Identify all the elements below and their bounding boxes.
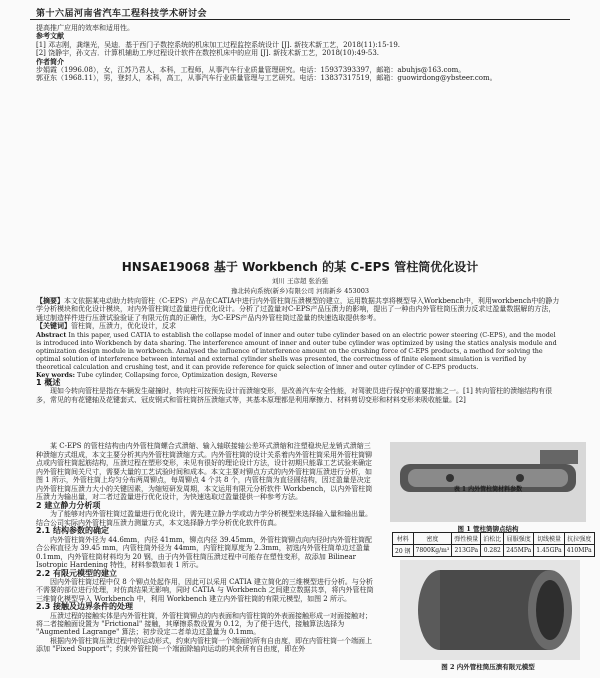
ref-heading: 参考文献 <box>36 31 64 41</box>
paper-id: HNSAE19068 <box>121 260 210 274</box>
material-table <box>392 532 595 557</box>
section-2-1-title: 2.1 结构参数的确定 <box>36 526 109 535</box>
table-cell: 0.282 <box>481 545 504 557</box>
left-column <box>36 442 376 536</box>
tail-text: 提高推广应用的效率和适用性。 <box>36 24 134 32</box>
figure-2-caption: 图 2 内外管柱筒压溃有限元模型 <box>441 663 535 671</box>
paper-title <box>0 258 600 275</box>
paper-affiliation: 豫北转向系统(新乡)有限公司 河南新乡 453003 <box>230 287 370 295</box>
previous-article-tail <box>36 24 562 83</box>
table-header-cell: 材料 <box>393 533 414 545</box>
table-header-cell: 密度 <box>413 533 452 545</box>
running-header: 第十六届河南省汽车工程科技学术研讨会 <box>36 9 208 19</box>
section-2-1-para: 内外管柱筒外径为 44.6mm，内径 41mm，铆点内径 39.45mm，外管柱筒铆点向内径时内外管柱筒配合公称直径为 39.45 mm，内管柱筒外径为 44mm，内管柱筒厚度为 2.3mm，初选内外管柱筒单边过盈量 0.1mm，内外管柱筒材料均为 20 钢，由于内外管柱筒压溃过程中可能存在塑性变形，故添加 Bilinear Isotropic Hardening 特性，材料参数如表 1 所示。 <box>36 536 373 570</box>
table-cell: 1.45GPa <box>534 545 565 557</box>
figure-1-image <box>390 442 586 522</box>
table-header-cell: 屈服强度 <box>504 533 534 545</box>
figure-2-image <box>400 560 580 660</box>
section-2-title: 2 建立静力分析项 <box>36 500 101 510</box>
table-cell: 410MPa <box>564 545 594 557</box>
author-heading: 作者简介 <box>36 56 64 66</box>
paper-authors: 刘川 王彦超 张治强 <box>271 277 329 285</box>
table-row <box>393 545 595 557</box>
table-header-cell: 抗拉强度 <box>564 533 594 545</box>
ref-item: [2] 饶静宇，孙文吉．计算机辅助工序过程设计软件在数控机床中的应用 [J]. 新技术新工艺，2018(10):49-53. <box>36 49 380 58</box>
table-cell: 245MPa <box>504 545 534 557</box>
table-cell: 7800Kg/m³ <box>413 545 452 557</box>
section-1-title: 1 概述 <box>36 378 61 388</box>
table-header-cell: 切线模量 <box>534 533 565 545</box>
abstract-cn: 【摘要】本文依据某电动助力转向管柱（C-EPS）产品在CATIA中进行内外管柱筒压溃模型的建立，运用数据共享将模型导入Workbench中，利用workbench中的静力学分析模块和优化设计模块，对内外管柱筒过盈量进行优化设计。分析了过盈量对C-EPS产品压溃力的影响，提出了一种由内外管柱筒压溃力反求过盈量数据解的方法，通过制造样件进行压溃试验验证了有限元仿真的正确性，为C-EPS产品内外管柱筒过盈量的快速选取提供参考。 <box>36 296 560 322</box>
section-2-2-title: 2.2 有限元模型的建立 <box>36 568 117 578</box>
section-2-para: 为了能够对内外管柱筒过盈量进行优化设计，需先建立静力学或动力学分析模型来选择输入量和输出量。结合公司实际内外管柱筒压溃力测量方式，本文选择静力学分析优化软件仿真。 <box>36 510 372 527</box>
table-header-cell: 弹性模量 <box>452 533 481 545</box>
figure-1-caption: 图 1 管柱筒铆点结构 <box>457 525 519 533</box>
table-cell: 213GPa <box>452 545 481 557</box>
keywords-cn: 【关键词】管柱筒，压溃力，优化设计，反求 <box>36 321 176 331</box>
section-2-3-title: 2.3 接触及边界条件的处理 <box>36 602 133 612</box>
table-1-caption: 表 1 内外管柱筒材料参数 <box>453 486 523 493</box>
table-header-cell: 泊松比 <box>481 533 504 545</box>
abstract-en: Abstract In this paper, used CATIA to establish the collapse model of inner and outer tube cylinder based on an electric power steering (C-EPS), and the model is introduced into Workbench by data sharing. The interference amount of inner and outer tube cylinder was optimized by using the statics analysis module and optimization design module in workbench. Analysed the influence of interference amount on the crushing force of C-EPS products, a method for solving the optimal solution of interference between internal and external cylinder shells was presented, the correctness of finite element simulation is verified by theoretical calculation and crushing test, and it can provide reference for quick selection of inner and outer cylinder of C-EPS products. <box>36 330 557 371</box>
section-2-3-para-2: 根据内外管柱筒压溃过程中的运动形式，约束内管柱筒一个端面的所有自由度，即在内管柱筒一个端面上添加 "Fixed Support"；约束外管柱筒一个端面除轴向运动的其余所有自由度，即在外 <box>36 636 372 654</box>
ref-item: [1] 邓志刚，龚继光，吴迪．基于西门子数控系统的机床加工过程监控系统设计 [J]. 新技术新工艺，2018(11):15-19. <box>36 40 401 49</box>
keywords-en: Key words: Tube cylinder, Collapsing force, Optimization design, Reverse <box>36 370 278 379</box>
table-header-row <box>393 533 595 545</box>
section-1-para-2: 某 C-EPS 的管柱结构由内外管柱筒螺合式溃缩、输入轴联接轴公差环式溃缩和注塑稳块尼龙销式溃缩三种溃缩方式组成，本文主要分析其内外管柱筒溃缩方式。内外管柱筒的设计关系着内外管柱筒采用外管柱筒铆点或内管柱筒起筋结构，压溃过程在塑形变形，未见有很好的理论设计方法，设计初期只能靠工艺试验来确定内外管柱筒间关尺寸，需要大量的工艺试验时间和成本。本文主要对铆点方式的内外管柱筒压溃进行分析，如图 1 所示，外管柱筒上均匀分布两周铆点，每周铆点 4 个共 8 个，内管柱筒为直径圆结构，因过盈量是决定内外管柱筒压溃力大小的关键因素，为缩短研发周期，本文运用有限元分析软件 Workbench，以内外管柱筒压溃力为输出量，对二者过盈量进行优化设计，为快速选取过盈量提供一种参考方法。 <box>36 442 373 501</box>
abstract-block <box>36 297 562 404</box>
table-cell: 20 钢 <box>393 545 414 557</box>
author-bio: 步娟霞（1996.08），女，江苏乃君人，本科，工程师，从事汽车行业质量管理研究。电话：15937393397，邮箱：abuhjs@163.com。 <box>36 66 466 75</box>
section-2-2-para: 因内外管柱筒过程中仅 8 个铆点处起作用，因此可以采用 CATIA 建立简化的三维模型进行分析。与分析不需要的部位进行处理，对仿真结果无影响，同时 CATIA 与 Workbench 之间建立数据共享，将内外管柱筒三维简化模型导入 Workbench 中，利用 Workbench 建立内外管柱筒的有限元模型，如图 2 所示。 <box>36 578 374 603</box>
header-rule <box>30 19 570 20</box>
section-1-para: 现如今转向管柱是指在车辆发生碰撞时，转向柱可按预先设计而溃缩变形，是改善汽车安全性能，对驾驶员进行保护的重要措施之一。[1] 转向管柱的溃缩结构有很多，常见的有花键轴及花键套式、冠皮钢式和管柱筒挤压溃缩式等，其基本原理都是利用摩擦力、材料剪切变形和材料变形来吸收能量。[2] <box>36 387 553 404</box>
section-2-3-para: 压溃过程的接触实体是内外管柱筒，外管柱筒铆点的内表面和内管柱筒的外表面接触形成一对面接触对；将二者接触面设置为 "Frictional" 接触，其摩擦系数设置为 0.12，为了便于迭代，接触算法选择为 "Augmented Lagrange" 算法；初步设定二者单边过盈量为 0.1mm。 <box>36 611 372 637</box>
paper-title-text: 基于 Workbench 的某 C-EPS 管柱筒优化设计 <box>213 260 479 274</box>
author-bio: 郭亚东（1968.11），男，登封人，本科，高工，从事汽车行业质量管理与工艺研究。电话：13837317519，邮箱：guowirdong@ybsteer.com。 <box>36 74 497 83</box>
